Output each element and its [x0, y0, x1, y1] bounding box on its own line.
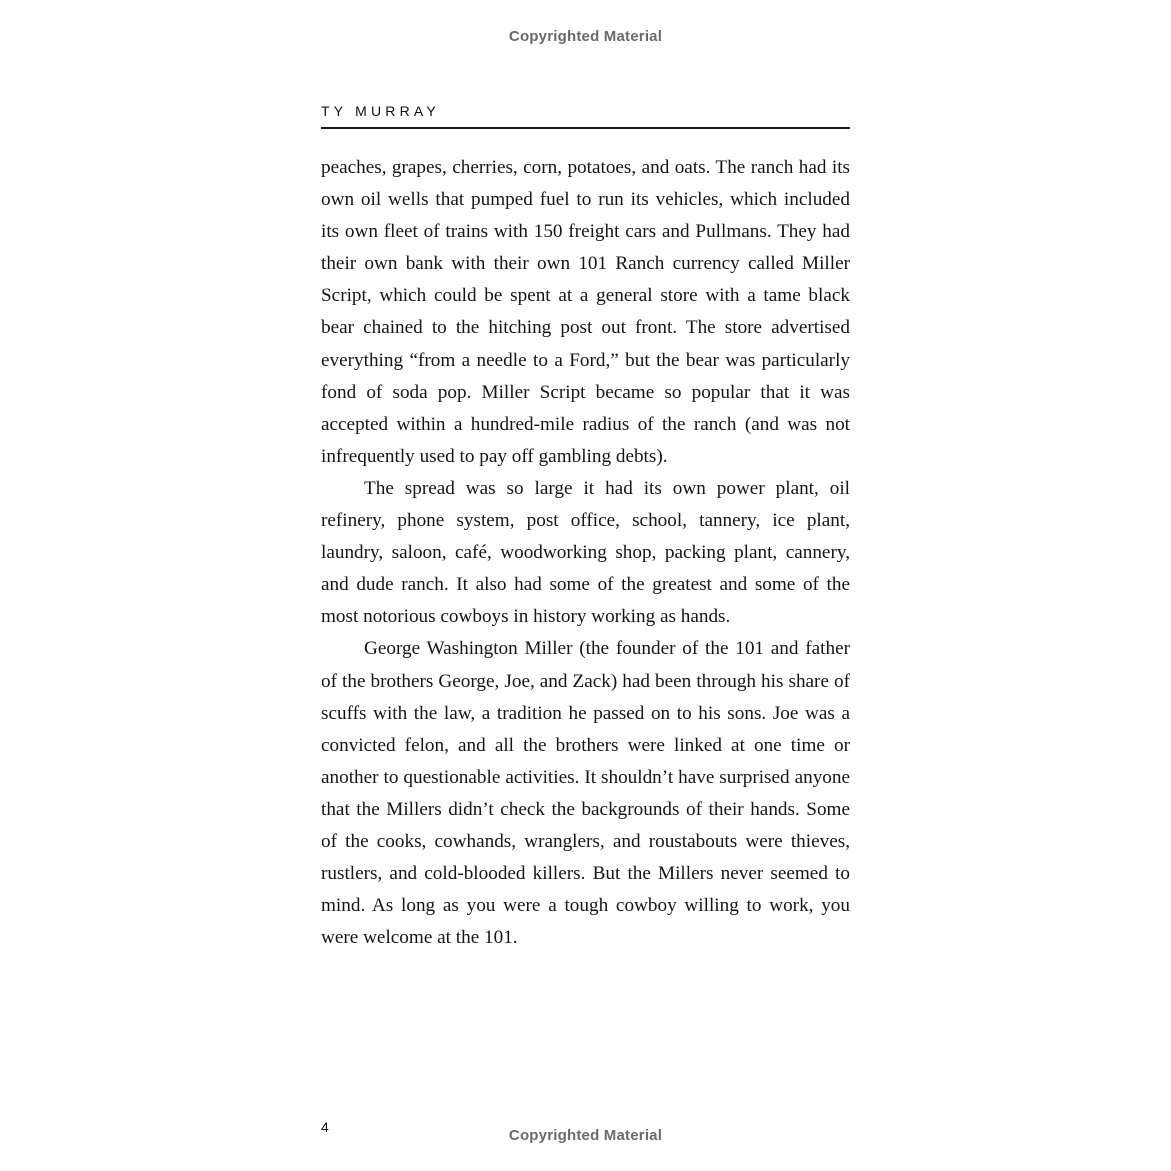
running-head: TY MURRAY	[321, 103, 440, 119]
paragraph-3: George Washington Miller (the founder of the 101 and father of the brothers George, Joe, and Zack) had been through his share of scuffs with the law, a tradition he passed on to his sons. Joe was a convicted felon, and all the brothers were linked at one time or another to questionable activities. It shouldn’t have surprised anyone that the Millers didn’t check the backgrounds of their hands. Some of the cooks, cowhands, wranglers, and roustabouts were thieves, rustlers, and cold-blooded killers. But the Millers never seemed to mind. As long as you were a tough cowboy willing to work, you were welcome at the 101.	[321, 638, 850, 949]
header-rule	[321, 127, 850, 129]
paragraph-1: peaches, grapes, cherries, corn, potatoes, and oats. The ranch had its own oil wells that pumped fuel to run its vehicles, which included its own fleet of trains with 150 freight cars and Pullmans. They had their own bank with their own 101 Ranch currency called Miller Script, which could be spent at a general store with a tame black bear chained to the hitching post out front. The store advertised everything “from a needle to a Ford,” but the bear was particularly fond of soda pop. Miller Script became so popular that it was accepted within a hundred-mile radius of the ranch (and was not infrequently used to pay off gambling debts).	[321, 157, 850, 467]
paragraph-2: The spread was so large it had its own power plant, oil refinery, phone system, post office, school, tannery, ice plant, laundry, saloon, café, woodworking shop, packing plant, cannery, and dude ranch. It also had some of the greatest and some of the most notorious cowboys in history working as hands.	[321, 477, 850, 628]
copyright-watermark-bottom: Copyrighted Material	[508, 1127, 663, 1144]
copyright-watermark-top: Copyrighted Material	[508, 28, 663, 45]
page-number: 4	[321, 1119, 329, 1135]
body-text	[321, 152, 850, 954]
